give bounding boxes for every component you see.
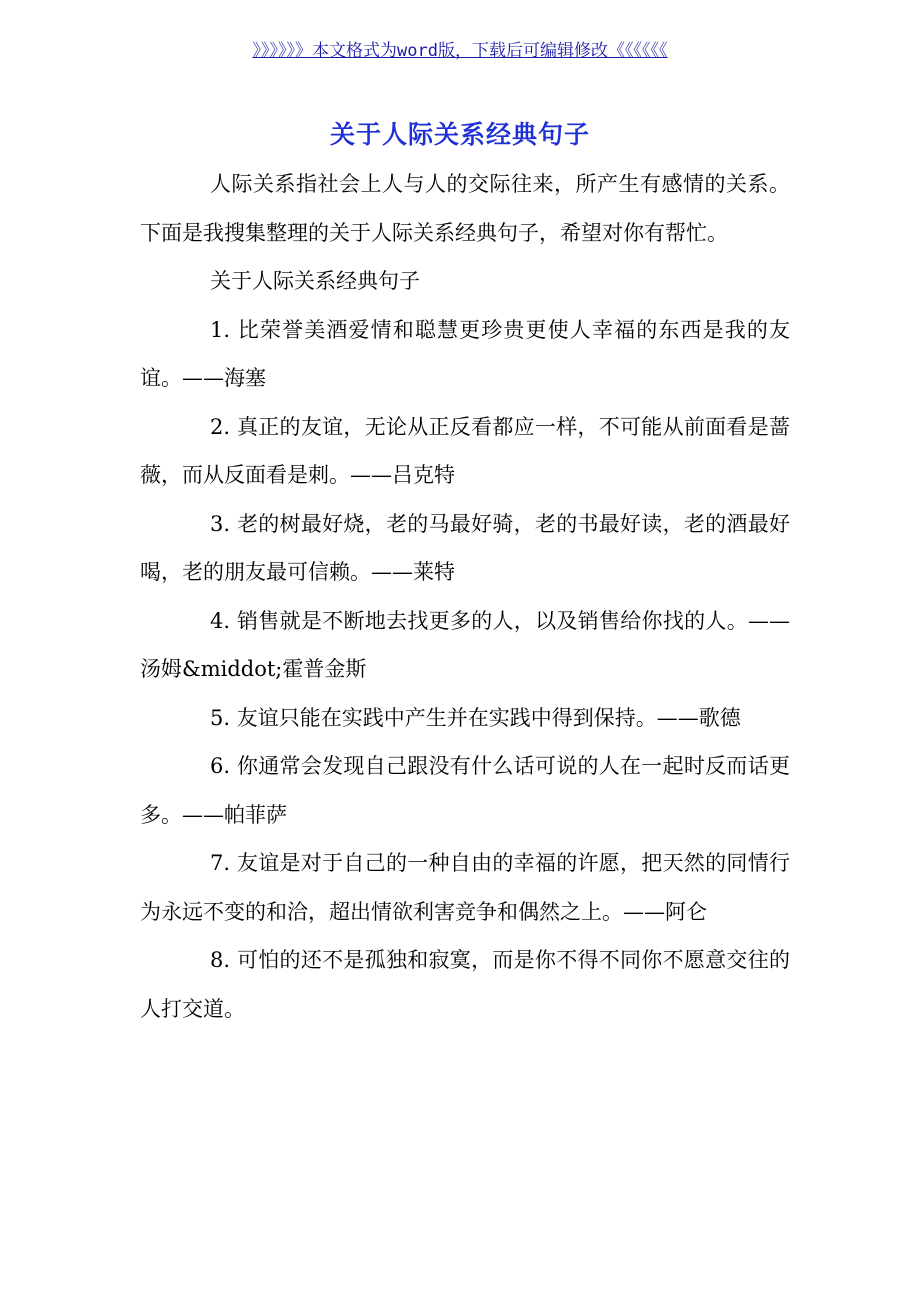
download-notice-link[interactable]: 》》》》》》本文格式为word版，下载后可编辑修改《《《《《《 <box>252 41 668 61</box>
quote-item-4: 4. 销售就是不断地去找更多的人，以及销售给你找的人。——汤姆&middot;霍普金斯 <box>140 608 790 681</box>
quote-item-5: 5. 友谊只能在实践中产生并在实践中得到保持。——歌德 <box>210 705 741 730</box>
quote-item-3: 3. 老的树最好烧，老的马最好骑，老的书最好读，老的酒最好喝，老的朋友最可信赖。——莱特 <box>140 511 790 584</box>
document-title: 关于人际关系经典句子 <box>329 120 590 149</box>
document-body <box>140 160 790 1033</box>
quote-item-8: 8. 可怕的还不是孤独和寂寞，而是你不得不同你不愿意交往的人打交道。 <box>140 948 790 1021</box>
quote-item-6: 6. 你通常会发现自己跟没有什么话可说的人在一起时反而话更多。——帕菲萨 <box>140 754 790 827</box>
quote-item-7: 7. 友谊是对于自己的一种自由的幸福的许愿，把天然的同情行为永远不变的和洽，超出情欲利害竞争和偶然之上。——阿仑 <box>140 851 790 924</box>
quote-item-1: 1. 比荣誉美酒爱情和聪慧更珍贵更使人幸福的东西是我的友谊。——海塞 <box>140 317 790 390</box>
quote-item-2: 2. 真正的友谊，无论从正反看都应一样，不可能从前面看是蔷薇，而从反面看是刺。——吕克特 <box>140 414 790 487</box>
intro-paragraph: 人际关系指社会上人与人的交际往来，所产生有感情的关系。下面是我搜集整理的关于人际关系经典句子，希望对你有帮忙。 <box>140 172 790 245</box>
section-heading: 关于人际关系经典句子 <box>210 269 420 293</box>
